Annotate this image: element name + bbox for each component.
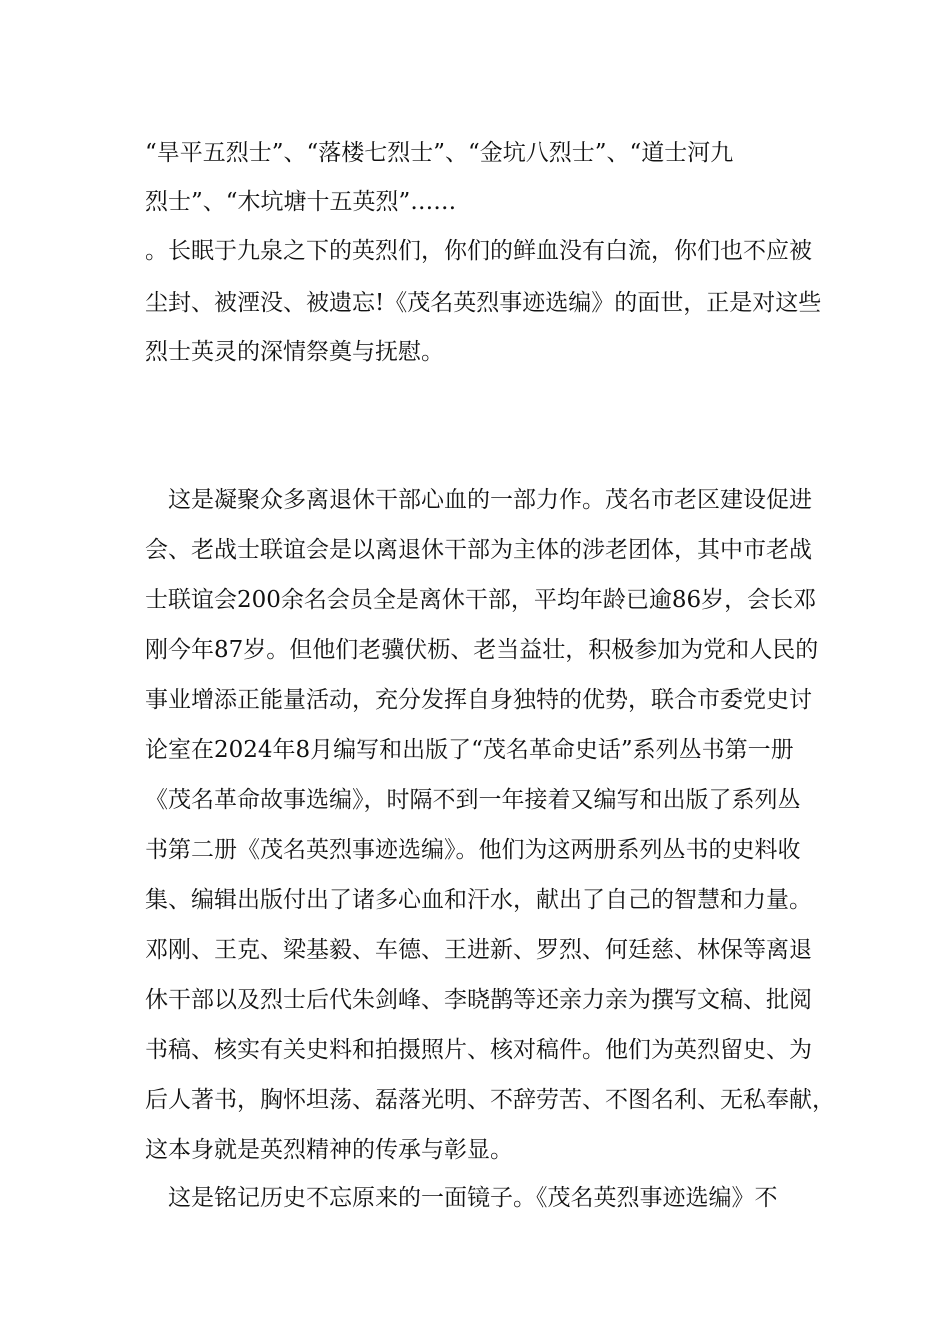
text-line-11: 论室在2024年8月编写和出版了“茂名革命史话”系列丛书第一册 — [145, 737, 794, 763]
text-line-20: 这是铭记历史不忘原来的一面镜子。《茂名英烈事迹选编》不 — [145, 1185, 778, 1211]
text-line-3: 。长眠于九泉之下的英烈们，你们的鲜血没有白流，你们也不应被 — [145, 238, 812, 264]
text-line-16: 休干部以及烈士后代朱剑峰、李晓鹊等还亲力亲为撰写文稿、批阅 — [145, 987, 812, 1013]
text-line-2: 烈士”、“木坑塘十五英烈”…… — [145, 189, 457, 215]
text-line-1: “旱平五烈士”、“落楼七烈士”、“金坑八烈士”、“道士河九 — [145, 140, 734, 166]
text-line-7: 会、老战士联谊会是以离退休干部为主体的涉老团体，其中市老战 — [145, 537, 812, 563]
text-line-10: 事业增添正能量活动，充分发挥自身独特的优势，联合市委党史讨 — [145, 687, 812, 713]
text-line-6: 这是凝聚众多离退休干部心血的一部力作。茂名市老区建设促进 — [145, 487, 812, 513]
text-line-17: 书稿、核实有关史料和拍摄照片、核对稿件。他们为英烈留史、为 — [145, 1037, 812, 1063]
text-line-19: 这本身就是英烈精神的传承与彰显。 — [145, 1137, 513, 1163]
text-line-4: 尘封、被湮没、被遗忘!《茂名英烈事迹选编》的面世，正是对这些 — [145, 290, 822, 316]
text-line-5: 烈士英灵的深情祭奠与抚慰。 — [145, 339, 444, 365]
text-line-18: 后人著书，胸怀坦荡、磊落光明、不辞劳苦、不图名利、无私奉献， — [145, 1087, 835, 1113]
text-line-9: 刚今年87岁。但他们老骥伏枥、老当益壮，积极参加为党和人民的 — [145, 637, 819, 663]
text-line-15: 邓刚、王克、梁基毅、车德、王进新、罗烈、何廷慈、林保等离退 — [145, 937, 812, 963]
text-line-12: 《茂名革命故事选编》，时隔不到一年接着又编写和出版了系列丛 — [145, 787, 801, 813]
text-line-13: 书第二册《茂名英烈事迹选编》。他们为这两册系列丛书的史料收 — [145, 837, 801, 863]
text-line-8: 士联谊会200余名会员全是离休干部，平均年龄已逾86岁，会长邓 — [145, 587, 817, 613]
text-line-14: 集、编辑出版付出了诸多心血和汗水，献出了自己的智慧和力量。 — [145, 887, 812, 913]
